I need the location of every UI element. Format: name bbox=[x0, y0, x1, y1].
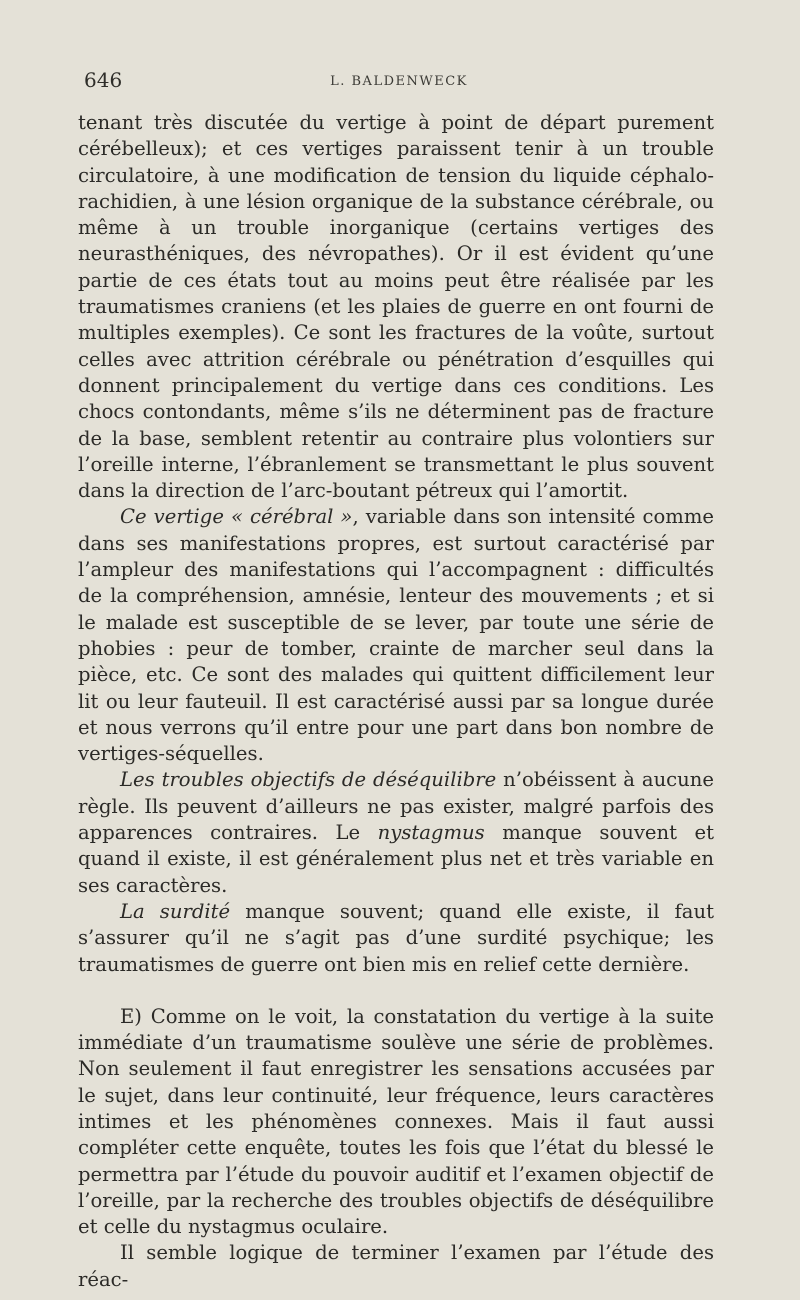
text-segment-italic: nystagmus bbox=[377, 821, 485, 845]
page-header bbox=[84, 68, 714, 98]
paragraph-5 bbox=[78, 1004, 714, 1241]
text-segment-italic: Les troubles objectifs de déséquilibre bbox=[120, 768, 497, 792]
text-segment: manque souvent et quand il existe, il est généralement plus net et très variable en ses caractères. bbox=[78, 821, 714, 897]
text-segment: E) Comme on le voit, la constatation du vertige à la suite immédiate d’un traumatisme soulève une série de problèmes. Non seulement il faut enregistrer les sensations accusées par le sujet, dans leur continuité, leur fréquence, leurs caractères intimes et les phénomènes connexes. Mais il faut aussi compléter cette enquête, toutes les fois que l’état du blessé le permettra par l’étude du pouvoir auditif et l’examen objectif de l’oreille, par la recherche des troubles objectifs de déséquilibre et celle du nystagmus oculaire. bbox=[78, 1004, 714, 1239]
text-segment: Il semble logique de terminer l’examen par l’étude des réac- bbox=[78, 1241, 714, 1291]
paragraph-1 bbox=[78, 110, 714, 504]
text-segment: , variable dans son intensité comme dans ses manifestations propres, est surtout caractérisé par l’ampleur des manifestations qui l’accompagnent : difficultés de la compréhension, amnésie, lenteur des mouvements ; et si le malade est susceptible de se lever, par toute une série de phobies : peur de tomber, crainte de marcher seul dans la pièce, etc. Ce sont des malades qui quittent difficilement leur lit ou leur fauteuil. Il est caractérisé aussi par sa longue durée et nous verrons qu’il entre pour une part dans bon nombre de vertiges-séquelles. bbox=[78, 505, 714, 766]
text-segment-italic: La surdité bbox=[120, 899, 231, 923]
paragraph-4 bbox=[78, 899, 714, 978]
paragraph-2 bbox=[78, 504, 714, 767]
paragraph-6 bbox=[78, 1240, 714, 1293]
text-segment: tenant très discutée du vertige à point de départ purement cérébelleux); et ces vertiges paraissent tenir à un trouble circulatoire, à une modification de tension du liquide céphalo-rachidien, à une lésion organique de la substance cérébrale, ou même à un trouble inorganique (certains vertiges des neurasthéniques, des névropathes). Or il est évident qu’une partie de ces états tout au moins peut être réalisée par les traumatismes craniens (et les plaies de guerre en ont fourni de multiples exemples). Ce sont les fractures de la voûte, surtout celles avec attrition cérébrale ou pénétration d’esquilles qui donnent principalement du vertige dans ces conditions. Les chocs contondants, même s’ils ne déterminent pas de fracture de la base, semblent retentir au contraire plus volontiers sur l’oreille interne, l’ébranlement se transmettant le plus souvent dans la direction de l’arc-boutant pétreux qui l’amortit. bbox=[78, 111, 714, 503]
text-segment: manque souvent; quand elle existe, il faut s’assurer qu’il ne s’agit pas d’une surdité psychique; les traumatismes de guerre ont bien mis en relief cette dernière. bbox=[78, 899, 714, 976]
text-segment: n’obéissent à aucune règle. Ils peuvent d’ailleurs ne pas exister, malgré parfois des apparences contraires. Le bbox=[78, 768, 714, 845]
paragraph-3 bbox=[78, 767, 714, 898]
running-title: L. BALDENWECK bbox=[330, 74, 468, 89]
body-text bbox=[78, 110, 714, 1293]
page-number: 646 bbox=[84, 68, 123, 92]
text-segment-italic: Ce vertige « cérébral » bbox=[120, 505, 353, 529]
